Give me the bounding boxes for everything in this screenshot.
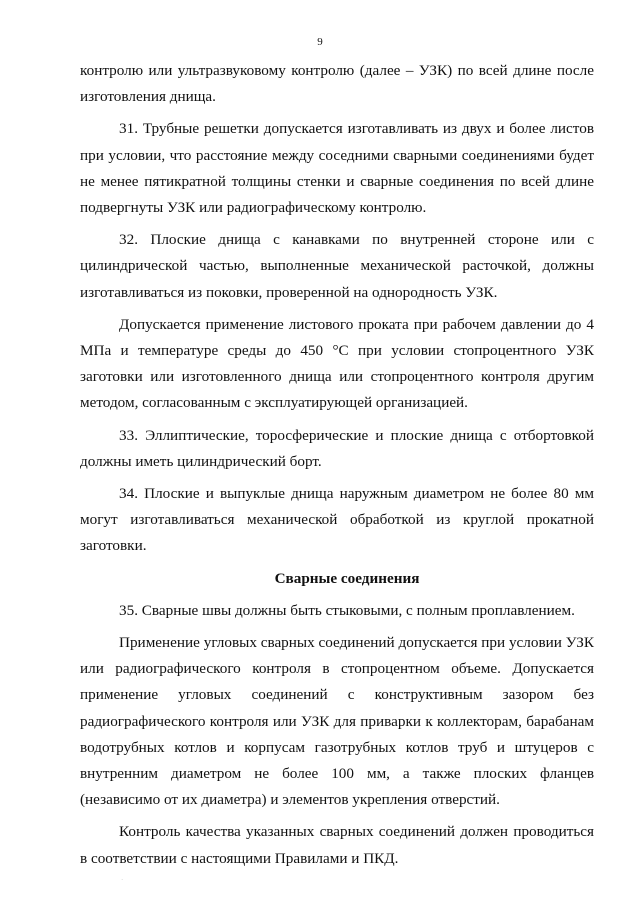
document-body — [80, 58, 594, 872]
paragraph-32: 32. Плоские днища с канавками по внутренней стороне или с цилиндрической частью, выполненные механической расточкой, должны изготавливаться из поковки, проверенной на однородность УЗК. — [80, 231, 594, 301]
paragraph-35-final: Контроль качества указанных сварных соединений должен проводиться в соответствии с настоящими Правилами и ПКД. — [80, 823, 594, 867]
paragraph-31: 31. Трубные решетки допускается изготавливать из двух и более листов при условии, что расстояние между соседними сварными соединениями будет не менее пятикратной толщины стенки и сварные соединения по всей длине подвергнуты УЗК или радиографическому контролю. — [80, 120, 594, 217]
section-heading: Сварные соединения — [274, 569, 420, 587]
paragraph-32-continued: Допускается применение листового проката при рабочем давлении до 4 МПа и температуре среды до 450 °С при условии стопроцентного УЗК заготовки или изготовленного днища или стопроцентного контроля другим методом, согласованным с эксплуатирующей организацией. — [80, 315, 594, 412]
paragraph-34: 34. Плоские и выпуклые днища наружным диаметром не более 80 мм могут изготавливаться механической обработкой из круглой прокатной заготовки. — [80, 485, 594, 555]
page-number: 9 — [317, 36, 323, 48]
paragraph-33: 33. Эллиптические, торосферические и плоские днища с отбортовкой должны иметь цилиндрический борт. — [80, 426, 594, 470]
paragraph-35-continued: Применение угловых сварных соединений допускается при условии УЗК или радиографического контроля в стопроцентном объеме. Допускается применение угловых соединений с конструктивным зазором без радиографического контроля или УЗК для приварки к коллекторам, барабанам водотрубных котлов и корпусам газотрубных котлов труб и штуцеров с внутренним диаметром не более 100 мм, а также плоских фланцев (независимо от их диаметра) и элементов укрепления отверстий. — [80, 634, 594, 809]
paragraph-35: 35. Сварные швы должны быть стыковыми, с полным проплавлением. — [119, 601, 575, 619]
scan-mark: · — [121, 876, 124, 884]
paragraph-continuation: контролю или ультразвуковому контролю (далее – УЗК) по всей длине после изготовления днища. — [80, 62, 594, 106]
